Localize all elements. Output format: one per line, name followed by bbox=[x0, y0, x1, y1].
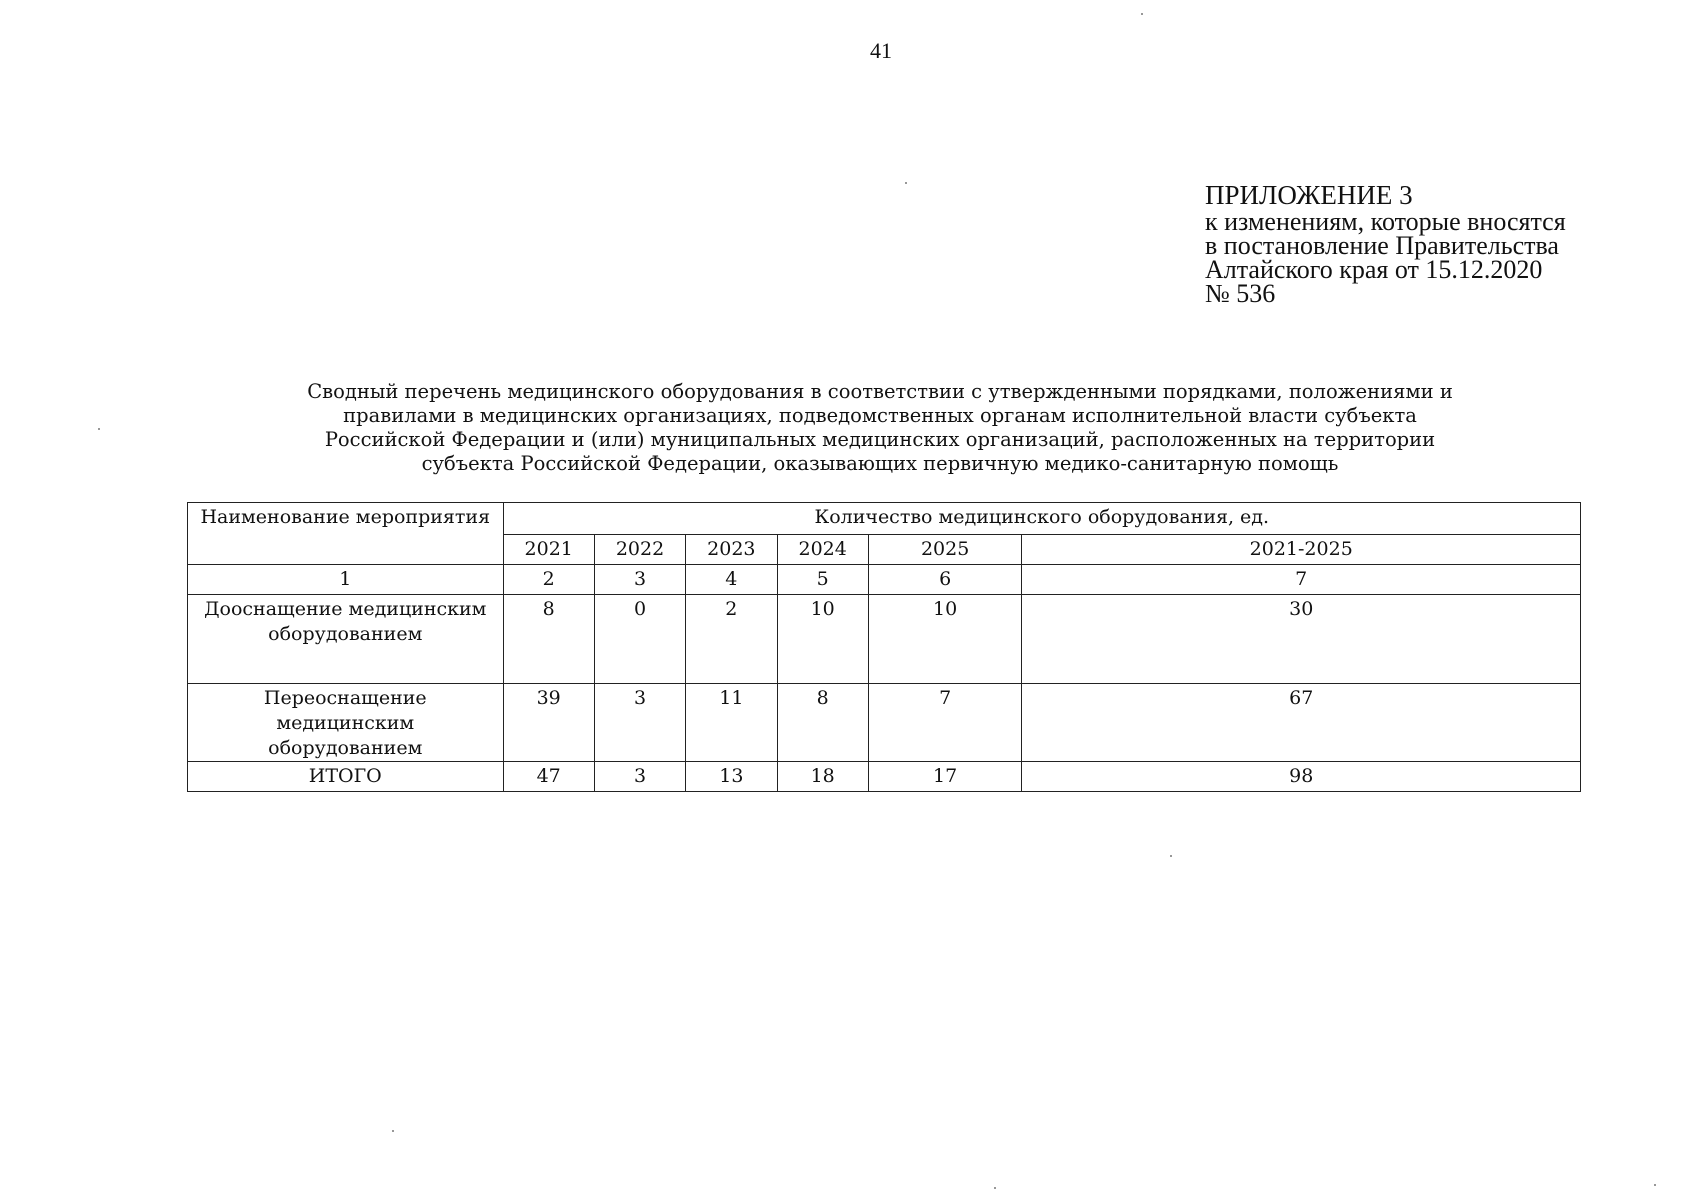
row-name-line: Дооснащение медицинским bbox=[204, 598, 487, 620]
value-cell: 3 bbox=[594, 684, 685, 762]
page-number: 41 bbox=[870, 38, 892, 63]
value-cell: 0 bbox=[594, 595, 685, 684]
table-column-numbers-row bbox=[188, 565, 1581, 595]
document-title bbox=[260, 380, 1500, 476]
value-cell: 17 bbox=[868, 762, 1022, 792]
appendix-title: ПРИЛОЖЕНИЕ 3 bbox=[1205, 180, 1413, 210]
row-name-cell: ИТОГО bbox=[188, 762, 504, 792]
value-cell: 2 bbox=[686, 595, 777, 684]
column-number-cell: 5 bbox=[777, 565, 868, 595]
appendix-line: к изменениям, которые вносятся bbox=[1205, 207, 1566, 236]
column-number-cell: 3 bbox=[594, 565, 685, 595]
table-row bbox=[188, 684, 1581, 762]
value-cell: 30 bbox=[1022, 595, 1581, 684]
document-title-line: правилами в медицинских организациях, подведомственных органам исполнительной власти субъекта bbox=[343, 404, 1417, 427]
appendix-line: в постановление Правительства bbox=[1205, 231, 1559, 260]
table-row bbox=[188, 595, 1581, 684]
scan-speck bbox=[1654, 1184, 1656, 1186]
document-title-line: Российской Федерации и (или) муниципальных медицинских организаций, расположенных на территории bbox=[324, 428, 1436, 451]
document-title-line: Сводный перечень медицинского оборудования в соответствии с утвержденными порядками, положениями и bbox=[307, 380, 1453, 403]
column-number-cell: 6 bbox=[868, 565, 1022, 595]
table-header-row bbox=[188, 503, 1581, 535]
value-cell: 11 bbox=[686, 684, 777, 762]
value-cell: 18 bbox=[777, 762, 868, 792]
scan-speck bbox=[98, 428, 100, 430]
row-name-cell bbox=[188, 595, 504, 684]
row-name-cell bbox=[188, 684, 504, 762]
year-cell: 2025 bbox=[868, 535, 1022, 565]
column-number-cell: 7 bbox=[1022, 565, 1581, 595]
year-cell: 2021 bbox=[503, 535, 594, 565]
appendix-block bbox=[1205, 180, 1685, 306]
value-cell: 7 bbox=[868, 684, 1022, 762]
year-cell: 2023 bbox=[686, 535, 777, 565]
value-cell: 39 bbox=[503, 684, 594, 762]
value-cell: 3 bbox=[594, 762, 685, 792]
value-cell: 13 bbox=[686, 762, 777, 792]
equipment-table bbox=[187, 502, 1581, 792]
scan-speck bbox=[905, 182, 907, 184]
appendix-line: Алтайского края от 15.12.2020 bbox=[1205, 255, 1543, 284]
header-group-cell: Количество медицинского оборудования, ед. bbox=[503, 503, 1580, 535]
column-number-cell: 4 bbox=[686, 565, 777, 595]
value-cell: 10 bbox=[777, 595, 868, 684]
row-name-line: Переоснащение медицинским bbox=[263, 687, 427, 734]
column-number-cell: 1 bbox=[188, 565, 504, 595]
scan-speck bbox=[994, 1187, 996, 1189]
table-total-row bbox=[188, 762, 1581, 792]
value-cell: 98 bbox=[1022, 762, 1581, 792]
year-cell: 2021-2025 bbox=[1022, 535, 1581, 565]
year-cell: 2022 bbox=[594, 535, 685, 565]
value-cell: 8 bbox=[777, 684, 868, 762]
scan-speck bbox=[1170, 855, 1172, 857]
appendix-line: № 536 bbox=[1205, 279, 1276, 308]
row-name-line: оборудованием bbox=[268, 737, 423, 759]
column-number-cell: 2 bbox=[503, 565, 594, 595]
year-cell: 2024 bbox=[777, 535, 868, 565]
value-cell: 10 bbox=[868, 595, 1022, 684]
header-name-cell: Наименование мероприятия bbox=[188, 503, 504, 565]
value-cell: 67 bbox=[1022, 684, 1581, 762]
scan-speck bbox=[392, 1130, 394, 1132]
value-cell: 8 bbox=[503, 595, 594, 684]
row-name-line: оборудованием bbox=[268, 623, 423, 645]
document-title-line: субъекта Российской Федерации, оказывающих первичную медико-санитарную помощь bbox=[421, 452, 1339, 475]
scan-speck bbox=[1141, 13, 1143, 15]
value-cell: 47 bbox=[503, 762, 594, 792]
